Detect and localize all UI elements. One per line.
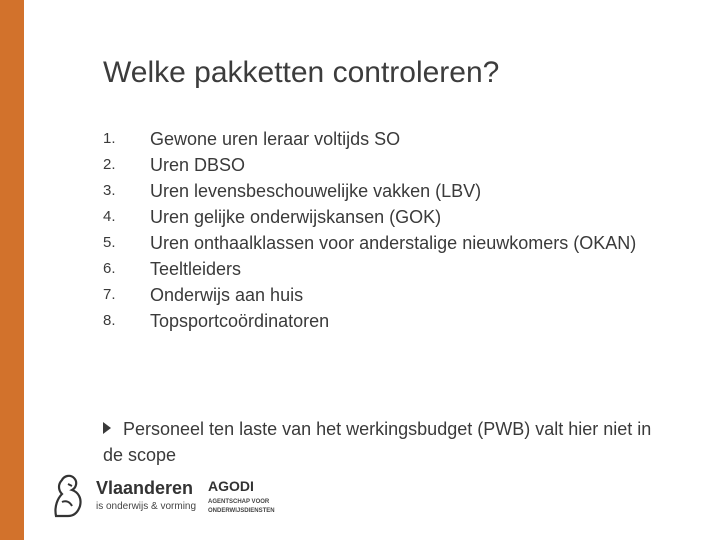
- flemish-lion-icon: [48, 472, 88, 520]
- list-item: [103, 308, 683, 334]
- list-item: [103, 152, 683, 178]
- list-item-text: Teeltleiders: [150, 259, 242, 279]
- list-item: [103, 204, 683, 230]
- vlaanderen-logo-text: Vlaanderen: [96, 478, 194, 498]
- list-item-number: 5.: [103, 234, 116, 251]
- list-item-number: 4.: [103, 208, 116, 225]
- bullet-arrow-icon: [103, 422, 111, 434]
- list-item-text: Uren DBSO: [150, 155, 246, 175]
- list-item-text: Gewone uren leraar voltijds SO: [150, 129, 401, 149]
- list-item-number: 1.: [103, 130, 116, 147]
- list-item-number: 3.: [103, 182, 116, 199]
- list-item: [103, 256, 683, 282]
- list-item-text: Uren levensbeschouwelijke vakken (LBV): [150, 181, 482, 201]
- agodi-subtitle: AGENTSCHAP VOOR ONDERWIJSDIENSTEN: [208, 499, 275, 514]
- package-list: [103, 126, 683, 334]
- list-item: [103, 230, 683, 256]
- list-item-number: 8.: [103, 312, 116, 329]
- list-item-text: Onderwijs aan huis: [150, 285, 304, 305]
- list-item: [103, 282, 683, 308]
- slide-title: Welke pakketten controleren?: [103, 56, 500, 89]
- list-item-number: 2.: [103, 156, 116, 173]
- list-item: [103, 178, 683, 204]
- list-item-text: Topsportcoördinatoren: [150, 311, 330, 331]
- scope-note-text: Personeel ten laste van het werkingsbudget (PWB) valt hier niet in de scope: [103, 419, 652, 465]
- agodi-logo-text: AGODI: [208, 478, 254, 494]
- accent-bar: [0, 0, 24, 540]
- scope-note: [103, 416, 673, 468]
- list-item: [103, 126, 683, 152]
- list-item-text: Uren gelijke onderwijskansen (GOK): [150, 207, 442, 227]
- footer-logos: [48, 470, 308, 530]
- vlaanderen-tagline: is onderwijs & vorming: [96, 501, 197, 512]
- list-item-number: 6.: [103, 260, 116, 277]
- list-item-text: Uren onthaalklassen voor anderstalige nieuwkomers (OKAN): [150, 233, 637, 253]
- list-item-number: 7.: [103, 286, 116, 303]
